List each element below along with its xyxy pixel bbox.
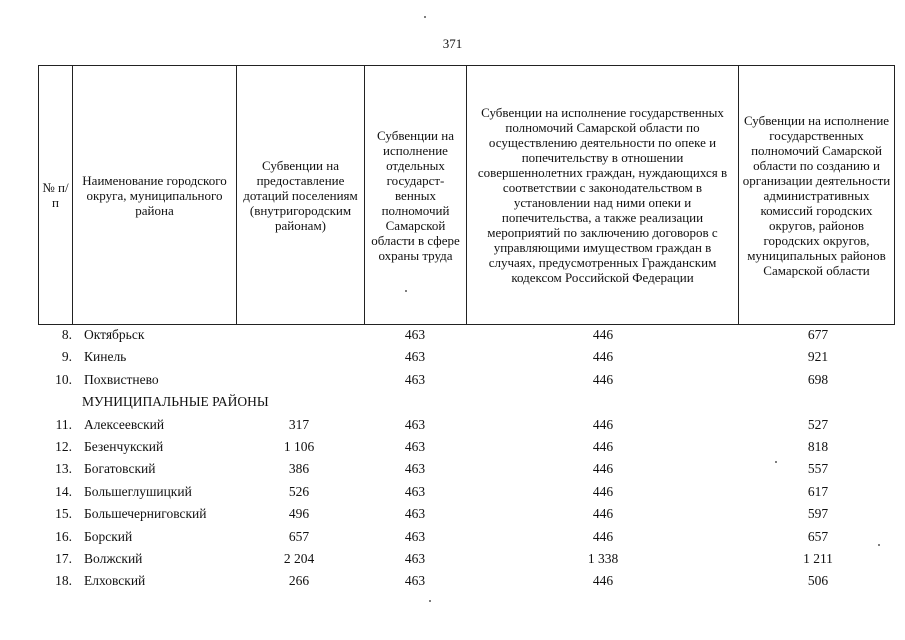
header-name: Наименование городского округа, муниципального района [73, 66, 237, 325]
row-value-commissions: 617 [807, 483, 829, 499]
table-row [38, 436, 896, 458]
row-value-labor: 463 [404, 528, 426, 544]
row-value-labor: 463 [404, 349, 426, 365]
table-row [38, 481, 896, 503]
table-row [38, 503, 896, 525]
table-row [38, 369, 896, 391]
row-value-guardianship: 446 [592, 506, 614, 522]
table-header [38, 65, 895, 325]
row-value-guardianship: 446 [592, 461, 614, 477]
row-name: Большеглушицкий [84, 483, 192, 499]
row-value-labor: 463 [404, 461, 426, 477]
row-value-labor: 463 [404, 327, 426, 342]
row-value-commissions: 657 [807, 528, 829, 544]
table-row [38, 414, 896, 436]
row-number: 11. [55, 416, 72, 432]
row-name: Октябрьск [84, 327, 145, 342]
row-value-settlements: 266 [288, 573, 310, 589]
page-number: 371 [442, 36, 463, 51]
row-value-guardianship: 446 [592, 327, 614, 342]
table-row [38, 548, 896, 570]
row-value-guardianship: 446 [592, 371, 614, 387]
row-value-guardianship: 1 338 [587, 550, 619, 566]
section-title: МУНИЦИПАЛЬНЫЕ РАЙОНЫ [82, 394, 269, 410]
row-name: Борский [84, 528, 133, 544]
row-name: Алексеевский [84, 416, 165, 432]
row-value-commissions: 557 [807, 461, 829, 477]
row-value-settlements: 2 204 [283, 550, 315, 566]
row-value-guardianship: 446 [592, 573, 614, 589]
row-number: 16. [55, 528, 72, 544]
scan-speck [878, 544, 880, 546]
row-value-labor: 463 [404, 550, 426, 566]
row-number: 17. [55, 550, 72, 566]
row-number: 15. [55, 506, 72, 522]
row-value-commissions: 527 [807, 416, 829, 432]
row-number: 18. [55, 573, 72, 589]
header-admin-commissions: Субвенции на исполнение государственных полномочий Самарской области по созданию и организации деятельности административных комиссий городских округов, районов городских округов, муниципальных районов Самарской области [739, 66, 895, 325]
header-number: № п/п [39, 66, 73, 325]
row-value-commissions: 1 211 [803, 550, 833, 566]
row-value-guardianship: 446 [592, 483, 614, 499]
header-labor-protection: Субвенции на исполнение отдельных государст-венных полномочий Самарской области в сфере охраны труда [365, 66, 467, 325]
row-value-commissions: 698 [807, 371, 829, 387]
scan-speck [424, 16, 426, 18]
row-name: Богатовский [84, 461, 156, 477]
table-row [38, 458, 896, 480]
row-value-guardianship: 446 [592, 349, 614, 365]
row-value-settlements: 317 [288, 416, 310, 432]
row-value-labor: 463 [404, 371, 426, 387]
row-name: Елховский [84, 573, 146, 589]
row-name: Кинель [84, 349, 127, 365]
table-row [38, 570, 896, 592]
row-name: Большечерниговский [84, 506, 207, 522]
row-value-commissions: 506 [807, 573, 829, 589]
row-number: 9. [61, 349, 72, 365]
row-value-guardianship: 446 [592, 528, 614, 544]
row-value-settlements: 657 [288, 528, 310, 544]
row-name: Похвистнево [84, 371, 159, 387]
row-value-labor: 463 [404, 483, 426, 499]
row-value-commissions: 818 [807, 438, 829, 454]
row-value-commissions: 921 [807, 349, 829, 365]
row-value-settlements: 1 106 [283, 438, 315, 454]
row-value-guardianship: 446 [592, 438, 614, 454]
row-value-labor: 463 [404, 416, 426, 432]
row-number: 12. [55, 438, 72, 454]
section-row [38, 391, 896, 413]
scan-speck [429, 600, 431, 602]
row-value-commissions: 677 [807, 327, 829, 342]
table-row [38, 346, 896, 368]
row-name: Безенчукский [84, 438, 164, 454]
row-value-commissions: 597 [807, 506, 829, 522]
row-number: 10. [55, 371, 72, 387]
row-value-labor: 463 [404, 506, 426, 522]
row-value-labor: 463 [404, 573, 426, 589]
row-number: 8. [61, 327, 72, 342]
row-value-settlements: 386 [288, 461, 310, 477]
row-number: 13. [55, 461, 72, 477]
row-number: 14. [55, 483, 72, 499]
row-value-settlements: 526 [288, 483, 310, 499]
row-value-settlements: 496 [288, 506, 310, 522]
table-row [38, 324, 896, 346]
row-name: Волжский [84, 550, 143, 566]
row-value-guardianship: 446 [592, 416, 614, 432]
scan-speck [775, 461, 777, 463]
header-guardianship: Субвенции на исполнение государственных полномочий Самарской области по осуществлению деятельности по опеке и попечительству в отношении совершеннолетних граждан, нуждающихся в соответствии с законодательством в установлении над ними опеки и попечительства, а также реализации мероприятий по заключению договоров с управляющими имуществом граждан в случаях, предусмотренных Гражданским кодексом Российской Федерации [467, 66, 739, 325]
table-body [38, 324, 896, 593]
scan-speck [405, 290, 407, 292]
header-row [39, 66, 895, 325]
row-value-labor: 463 [404, 438, 426, 454]
header-subsidies-settlements: Субвенции на предоставление дотаций поселениям (внутригородским районам) [237, 66, 365, 325]
table-row [38, 526, 896, 548]
